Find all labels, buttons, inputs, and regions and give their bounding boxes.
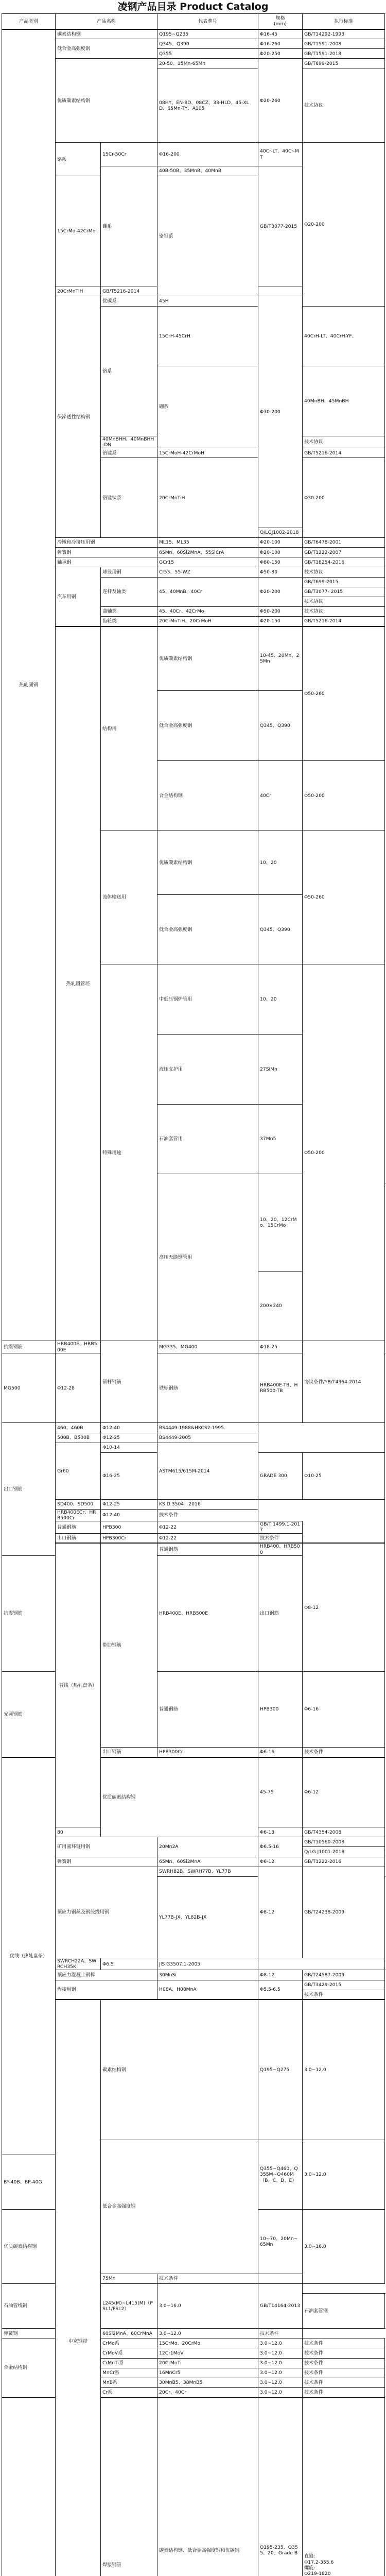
spec-cell: Φ30-200: [303, 458, 385, 538]
standard-cell: Q/LG J1001-2018: [303, 1847, 385, 1857]
grade-cell: 45-75: [258, 1757, 303, 1827]
product-group-cell: 保淬透性结构钢: [56, 296, 101, 538]
grade-cell: 20CrMnTiH: [56, 286, 101, 296]
standard-cell: 技术条件: [303, 1747, 385, 1757]
spec-cell: Φ20-100: [258, 548, 303, 557]
standard-cell: GB/T24238-2009: [303, 1867, 385, 1958]
product-group-cell: 特殊用途: [101, 964, 157, 1341]
grade-cell: 15CrMo、20CrMo: [157, 2338, 258, 2348]
product-name-cell: 弹簧钢: [56, 1857, 157, 1867]
standard-cell: GB/T3077-2015: [258, 166, 303, 286]
product-subname-cell: 优质碳素结构钢: [157, 626, 258, 691]
spec-cell: 直缝: Φ17.2-355.6 螺旋: Φ219-1820: [303, 2398, 385, 2576]
product-subname-cell: 铬锰钛系: [101, 458, 157, 538]
product-subname-cell: 铬锰系: [101, 448, 157, 458]
spec-cell: Φ12-22: [157, 1533, 258, 1543]
grade-cell: Q345、Q390: [258, 691, 303, 761]
spec-cell: Φ16-260: [258, 39, 303, 49]
header-product-name: 产品名称: [56, 14, 157, 29]
standard-cell: 技术条件: [303, 2388, 385, 2398]
grade-cell: 10、20: [258, 964, 303, 1035]
grade-cell: 10、20: [258, 831, 303, 894]
grade-cell: 10-45、20Mn、25Mn: [258, 626, 303, 691]
category-cell: 中宽钢带: [56, 1999, 101, 2576]
spec-cell: 3.0~12.0: [258, 2388, 303, 2398]
grade-cell: ML15、ML35: [157, 538, 258, 548]
grade-cell: Q355~Q460、Q355M~Q460M（B、C、D、E）: [258, 2140, 303, 2210]
page-title: 凌钢产品目录 Product Catalog: [117, 1, 269, 12]
grade-cell: 80: [56, 1827, 101, 1837]
product-subname-cell: 出口钢筋: [258, 1555, 303, 1671]
product-subname-cell: CrMo系: [101, 2338, 157, 2348]
grade-cell: 40Cr-LT、40Cr-MT: [258, 143, 303, 166]
standard-cell: 技术条件: [303, 1990, 385, 1999]
product-subname-cell: 抗震钢筋: [2, 1341, 56, 1353]
spec-cell: Φ8-12: [258, 1970, 303, 1980]
standard-cell: 技术条件: [303, 2378, 385, 2387]
grade-cell: 65Mn、60Si2MnA、55SiCrA: [157, 548, 258, 557]
grade-cell: 500B、B500B: [56, 1433, 101, 1443]
standard-cell: 技术条件: [303, 2358, 385, 2368]
standard-cell: 技术条件: [258, 1533, 303, 1543]
grade-cell: 15Cr-50Cr: [101, 143, 157, 166]
header-grade: 代表牌号: [157, 14, 258, 29]
spec-cell: Φ16-25: [101, 1452, 157, 1499]
standard-cell: GB/T4354-2008: [303, 1827, 385, 1837]
product-subname-cell: 液压支护用: [157, 1035, 258, 1105]
product-subname-cell: 球笼用钢: [101, 567, 157, 577]
standard-cell: GB/T1591-2008: [303, 39, 385, 49]
spec-cell: Φ8-12: [303, 1543, 385, 1671]
product-name-cell: 优质碳素结构钢: [101, 1757, 258, 1837]
product-subname-cell: Cr系: [101, 2388, 157, 2398]
category-cell: 优线（热轧盘条）: [2, 1757, 56, 2155]
product-group-cell: 焊接钢管: [101, 2398, 157, 2576]
grade-cell: 15CrMoH-42CrMoH: [157, 448, 258, 458]
spec-cell: Φ20-200: [258, 577, 303, 606]
grade-cell: 75Mn: [101, 2274, 157, 2283]
product-group-cell: 光圆钢筋: [2, 1672, 56, 1757]
product-subname-cell: 石油套管用: [157, 1104, 258, 1174]
standard-cell: 技术条件: [303, 2348, 385, 2358]
standard-cell: GB/T3429-2015: [303, 1980, 385, 1990]
grade-cell: 40Cr: [258, 760, 303, 831]
standard-cell: 技术协议: [303, 436, 385, 448]
spec-cell: Φ50-200: [258, 607, 303, 617]
product-subname-cell: 铬系: [56, 143, 101, 176]
header-category: 产品类别: [2, 14, 56, 29]
grade-cell: 60Si2MnA、60CrMnA: [101, 2329, 157, 2338]
grade-cell: 16MnCr5: [157, 2368, 258, 2378]
category-cell: 普线（热轧盘条）: [56, 1543, 101, 1827]
spec-cell: 3.0~16.0: [303, 2210, 385, 2284]
standard-cell: 技术协议: [303, 607, 385, 617]
standard-cell: KS D 3504：2016: [157, 1499, 258, 1509]
standard-cell: GB/T699-2015: [303, 577, 385, 587]
grade-cell: 30MnSi: [157, 1970, 258, 1980]
product-name-cell: 优质碳素结构钢: [2, 2210, 101, 2284]
grade-cell: Q355: [157, 49, 258, 59]
spec-cell: Φ6.5: [101, 1958, 157, 1970]
product-subname-cell: 硼系: [157, 366, 258, 448]
product-subname-cell: MnB系: [101, 2378, 157, 2387]
grade-cell: HRB400E-TB、HRB500-TB: [258, 1353, 303, 1423]
spec-cell: Φ20-260: [258, 59, 303, 143]
grade-cell: HRB400、HRB500: [258, 1543, 303, 1555]
grade-cell: Cf53、55-WZ: [157, 567, 258, 577]
grade-cell: 10~70、20Mn~65Mn: [258, 2210, 303, 2274]
grade-cell: GCr15: [157, 557, 258, 567]
product-subname-cell: 硼系: [101, 166, 157, 286]
standard-cell: GB/T699-2015: [303, 59, 385, 69]
standard-cell: GB/T14292-1993: [303, 29, 385, 39]
product-subname-cell: 普通钢筋: [157, 1672, 258, 1748]
product-subname-cell: 优碳系: [101, 296, 157, 306]
grade-cell: MG500: [2, 1353, 56, 1423]
product-subname-cell: 普通钢筋: [157, 1543, 258, 1555]
grade-cell: 40B-50B、35MnB、40MnB: [157, 166, 258, 176]
product-name-cell: 碳素结构钢: [56, 29, 157, 39]
grade-cell: HPB300: [258, 1672, 303, 1748]
grade-cell: Q345、Q390: [157, 39, 258, 49]
product-group-cell: 汽车用钢: [56, 567, 101, 626]
product-subname-cell: 合金结构钢: [157, 760, 258, 831]
grade-cell: HRB400E、HRB500E: [56, 1341, 101, 1353]
spec-cell: Φ20-200: [303, 143, 385, 306]
spec-cell: Φ12-40: [101, 1509, 157, 1521]
product-subname-cell: 出口钢筋: [56, 1533, 101, 1543]
standard-cell: GB/T1591-2018: [303, 49, 385, 59]
product-name-cell: 弹簧钢: [2, 2329, 101, 2338]
spec-cell: Φ12-25: [101, 1433, 157, 1443]
grade-cell: Q345、Q390: [258, 894, 303, 964]
grade-cell: HPB300: [101, 1521, 157, 1533]
spec-cell: 200×240: [258, 1271, 303, 1341]
header-standard: 执行标准: [303, 14, 385, 29]
spec-cell: Φ50-200: [303, 760, 385, 831]
product-name-cell: 低合金高强度钢: [101, 2140, 258, 2274]
grade-cell: SWRCH22A、SWRCH35K: [56, 1958, 101, 1970]
standard-cell: 技术条件: [157, 2274, 258, 2283]
header-spec: 规格 (mm): [258, 14, 303, 29]
product-subname-cell: 低合金高强度钢: [157, 894, 258, 964]
spec-cell: Φ20-150: [258, 617, 303, 626]
product-name-cell: 轴承钢: [56, 557, 157, 567]
standard-cell: 技术协议: [303, 69, 385, 143]
grade-cell: HPB300Cr: [157, 1747, 258, 1757]
grade-cell: SWRH82B、SWRH77B、YL77B: [157, 1867, 258, 1876]
product-subname-cell: 出口钢筋: [2, 1423, 56, 1555]
spec-cell: 3.0~12.0: [303, 1999, 385, 2140]
standard-cell: GB/T5216-2014: [101, 286, 157, 296]
grade-cell: 08HY、EN-8D、08CZ、33-HLD、45-XLD、65Mn-TY、A105: [157, 69, 258, 143]
spec-cell: Φ16-200: [157, 143, 258, 166]
grade-cell: Q195-235、Q355、20、Grade B: [258, 2398, 303, 2576]
standard-cell: GB/T3077- 2015: [303, 587, 385, 597]
standard-cell: JIS G3507.1-2005: [157, 1958, 258, 1970]
spec-cell: Φ5.5-6.5: [258, 1980, 303, 1999]
grade-cell: YL77B-JX、YL82B-JX: [157, 1876, 258, 1958]
category-cell: [2, 2398, 56, 2576]
standard-cell: GB/T1222-2016: [303, 1857, 385, 1867]
standard-cell: 技术条件: [157, 1509, 258, 1521]
standard-cell: GB/T18254-2016: [303, 557, 385, 567]
product-subname-cell: 普通钢筋: [56, 1521, 101, 1533]
standard-cell: ASTM615/615M-2014: [157, 1443, 258, 1499]
standard-cell: GB/T14164-2013: [258, 2283, 303, 2328]
standard-cell: GB/T10560-2008: [303, 1837, 385, 1847]
product-subname-cell: 齿轮类: [101, 617, 157, 626]
standard-cell: 技术协议: [303, 597, 385, 606]
grade-cell: 12Cr1MoV: [157, 2348, 258, 2358]
grade-cell: 30MnB5、38MnB5: [157, 2378, 258, 2387]
grade-cell: 15CrMo-42CrMo: [56, 176, 101, 286]
grade-cell: 20Mn2A: [157, 1837, 258, 1857]
standard-cell: 技术协议: [303, 567, 385, 577]
standard-cell: 技术条件: [303, 2368, 385, 2378]
standard-cell: GB/T24587-2009: [303, 1970, 385, 1980]
grade-cell: 40CrH-LT、40CrH-YF、: [303, 306, 385, 366]
product-name-cell: 焊接用钢: [56, 1980, 157, 1999]
product-subname-cell: CrMnTi系: [101, 2358, 157, 2368]
spec-cell: 3.0~12.0: [258, 2368, 303, 2378]
spec-cell: Φ6-16: [258, 1747, 303, 1757]
spec-cell: Φ12-40: [101, 1423, 157, 1433]
product-subname-cell: 锚杆钢筋: [101, 1341, 157, 1423]
grade-cell: 37Mn5: [258, 1104, 303, 1174]
spec-cell: Φ6-13: [258, 1827, 303, 1837]
spec-cell: Φ10-14: [101, 1443, 157, 1452]
product-subname-cell: CrMoV系: [101, 2348, 157, 2358]
product-subname-cell: 碳素结构钢、低合金高强度钢和优碳钢: [157, 2398, 258, 2576]
grade-cell: 20CrMnTiH、20CrMoH: [157, 617, 258, 626]
product-name-cell: 矿用圆环链用钢: [56, 1837, 157, 1857]
category-cell: 热轧圆管坯: [56, 626, 101, 1341]
grade-cell: 20Cr、40Cr: [157, 2388, 258, 2398]
spec-cell: Φ12-25: [101, 1499, 157, 1509]
grade-cell: 45、40Cr、42CrMo: [157, 607, 258, 617]
product-subname-cell: 优质碳素结构钢: [157, 831, 258, 894]
product-name-cell: 预应力混凝土钢棒: [56, 1970, 157, 1980]
spec-cell: Φ50-260: [303, 831, 385, 964]
spec-cell: Φ12-22: [157, 1521, 258, 1533]
grade-cell: 10、20、12CrMo、15CrMo: [258, 1174, 303, 1271]
spec-cell: 3.0~12.0: [258, 2378, 303, 2387]
spec-cell: Φ10-25: [303, 1452, 385, 1499]
grade-cell: 20-50、15Mn-65Mn: [157, 59, 258, 69]
product-name-cell: 低合金高强度钢: [56, 39, 157, 59]
spec-cell: Φ50-200: [303, 964, 385, 1341]
spec-cell: 3.0~16.0: [157, 2283, 258, 2328]
product-name-cell: 石油管线钢: [2, 2283, 101, 2328]
spec-cell: 3.0~12.0: [157, 2329, 258, 2338]
standard-cell: 协议条件/YB/T4364-2014: [303, 1341, 385, 1423]
spec-cell: Φ6-12: [303, 1757, 385, 1827]
grade-cell: L245(M)~L415(M)（PSL1/PSL2）: [101, 2283, 157, 2328]
grade-cell: Q195~Q235: [157, 29, 258, 39]
spec-cell: Φ12-28: [56, 1353, 101, 1423]
spec-cell: Φ30-200: [258, 296, 303, 528]
spec-cell: 3.0~12.0: [303, 2140, 385, 2210]
grade-cell: 27SiMn: [258, 1035, 303, 1105]
standard-cell: GB/T 1499.1-2017: [258, 1521, 303, 1533]
spec-cell: Φ6-16: [303, 1672, 385, 1748]
product-name-cell: 碳素结构钢: [101, 1999, 258, 2140]
grade-cell: GRADE 300: [258, 1452, 303, 1499]
spec-cell: Φ20-100: [258, 538, 303, 548]
standard-cell: GB/T5216-2014: [303, 617, 385, 626]
standard-cell: GB/T6478-2001: [303, 538, 385, 548]
grade-cell: HRB400ECr、HRB500Cr: [56, 1509, 101, 1521]
spec-cell: 3.0~12.0: [258, 2338, 303, 2348]
product-subname-cell: 高压无缝钢管用: [157, 1174, 258, 1341]
grade-cell: H08A、H08MnA: [157, 1980, 258, 1999]
grade-cell: BY-40B、BP-40G: [2, 2155, 56, 2210]
product-name-cell: 优质碳素结构钢: [56, 59, 157, 143]
product-subname-cell: MnCr系: [101, 2368, 157, 2378]
spec-cell: 3.0~12.0: [258, 2358, 303, 2368]
product-subname-cell: 中低压锅炉管用: [157, 964, 258, 1035]
grade-cell: 20CrMnTiH: [157, 458, 258, 538]
product-name-cell: 石油套管钢: [303, 2293, 385, 2328]
grade-cell: 15CrH-45CrH: [157, 306, 258, 366]
product-subname-cell: 铬钼系: [157, 176, 258, 296]
standard-cell: GB/T5216-2014: [303, 448, 385, 458]
spec-cell: Φ18-25: [258, 1341, 303, 1353]
spec-cell: Φ6-12: [258, 1857, 303, 1867]
spec-cell: Φ80-150: [258, 557, 303, 567]
grade-cell: HRB400E、HRB500E: [157, 1555, 258, 1671]
standard-cell: GB/T1222-2007: [303, 548, 385, 557]
spec-cell: Φ16-45: [258, 29, 303, 39]
grade-cell: SD400、SD500: [56, 1499, 101, 1509]
grade-cell: 65Mn、60Si2MnA: [157, 1857, 258, 1867]
product-subname-cell: 铁标钢筋: [157, 1353, 258, 1423]
spec-cell: Φ20-250: [258, 49, 303, 59]
product-catalog-table: [2, 13, 385, 2576]
product-name-cell: 预应力钢丝及钢绞线用钢: [56, 1867, 157, 1958]
grade-cell: 460、460B: [56, 1423, 101, 1433]
grade-cell: 40MnBHH、40MnBHH-DN: [101, 436, 157, 448]
product-subname-cell: 连杆及轴类: [101, 577, 157, 606]
grade-cell: Gr60: [56, 1443, 101, 1499]
product-group-cell: 流体输送用: [101, 831, 157, 964]
grade-cell: 20CrMnTi: [157, 2358, 258, 2368]
product-name-cell: 弹簧钢: [56, 548, 157, 557]
grade-cell: MG335、MG400: [157, 1341, 258, 1353]
grade-cell: 45、40MnB、40Cr: [157, 577, 258, 606]
product-subname-cell: 曲轴类: [101, 607, 157, 617]
product-name-cell: 冷镦和冷挤压用钢: [56, 538, 157, 548]
spec-cell: 3.0~12.0: [258, 2348, 303, 2358]
grade-cell: 45H: [157, 296, 258, 306]
standard-cell: Q/LGJ1002-2018: [258, 528, 303, 537]
standard-cell: 技术条件: [303, 2338, 385, 2348]
product-subname-cell: 出口钢筋: [101, 1747, 157, 1757]
spec-cell: Φ6.5-16: [258, 1837, 303, 1857]
standard-cell: BS4449-2005: [157, 1433, 258, 1443]
grade-cell: HPB300Cr: [101, 1533, 157, 1543]
product-group-cell: 合金结构钢: [2, 2338, 56, 2398]
product-subname-cell: 铬系: [101, 306, 157, 436]
standard-cell: 技术条件: [258, 2329, 303, 2338]
product-group-cell: 带肋钢筋: [101, 1543, 157, 1747]
grade-cell: Q195~Q275: [258, 1999, 303, 2140]
grade-cell: 40MnBH、45MnBH: [303, 366, 385, 436]
product-group-cell: 结构用: [101, 626, 157, 831]
category-cell: 热轧圆钢: [2, 29, 56, 1341]
standard-cell: BS4449:1988&HKCS2:1995: [157, 1423, 258, 1433]
spec-cell: Φ8-12: [258, 1867, 303, 1958]
spec-cell: Φ50-80: [258, 567, 303, 577]
spec-cell: Φ50-260: [303, 626, 385, 761]
product-subname-cell: 抗震钢筋: [2, 1555, 56, 1671]
product-subname-cell: 低合金高强度钢: [157, 691, 258, 761]
